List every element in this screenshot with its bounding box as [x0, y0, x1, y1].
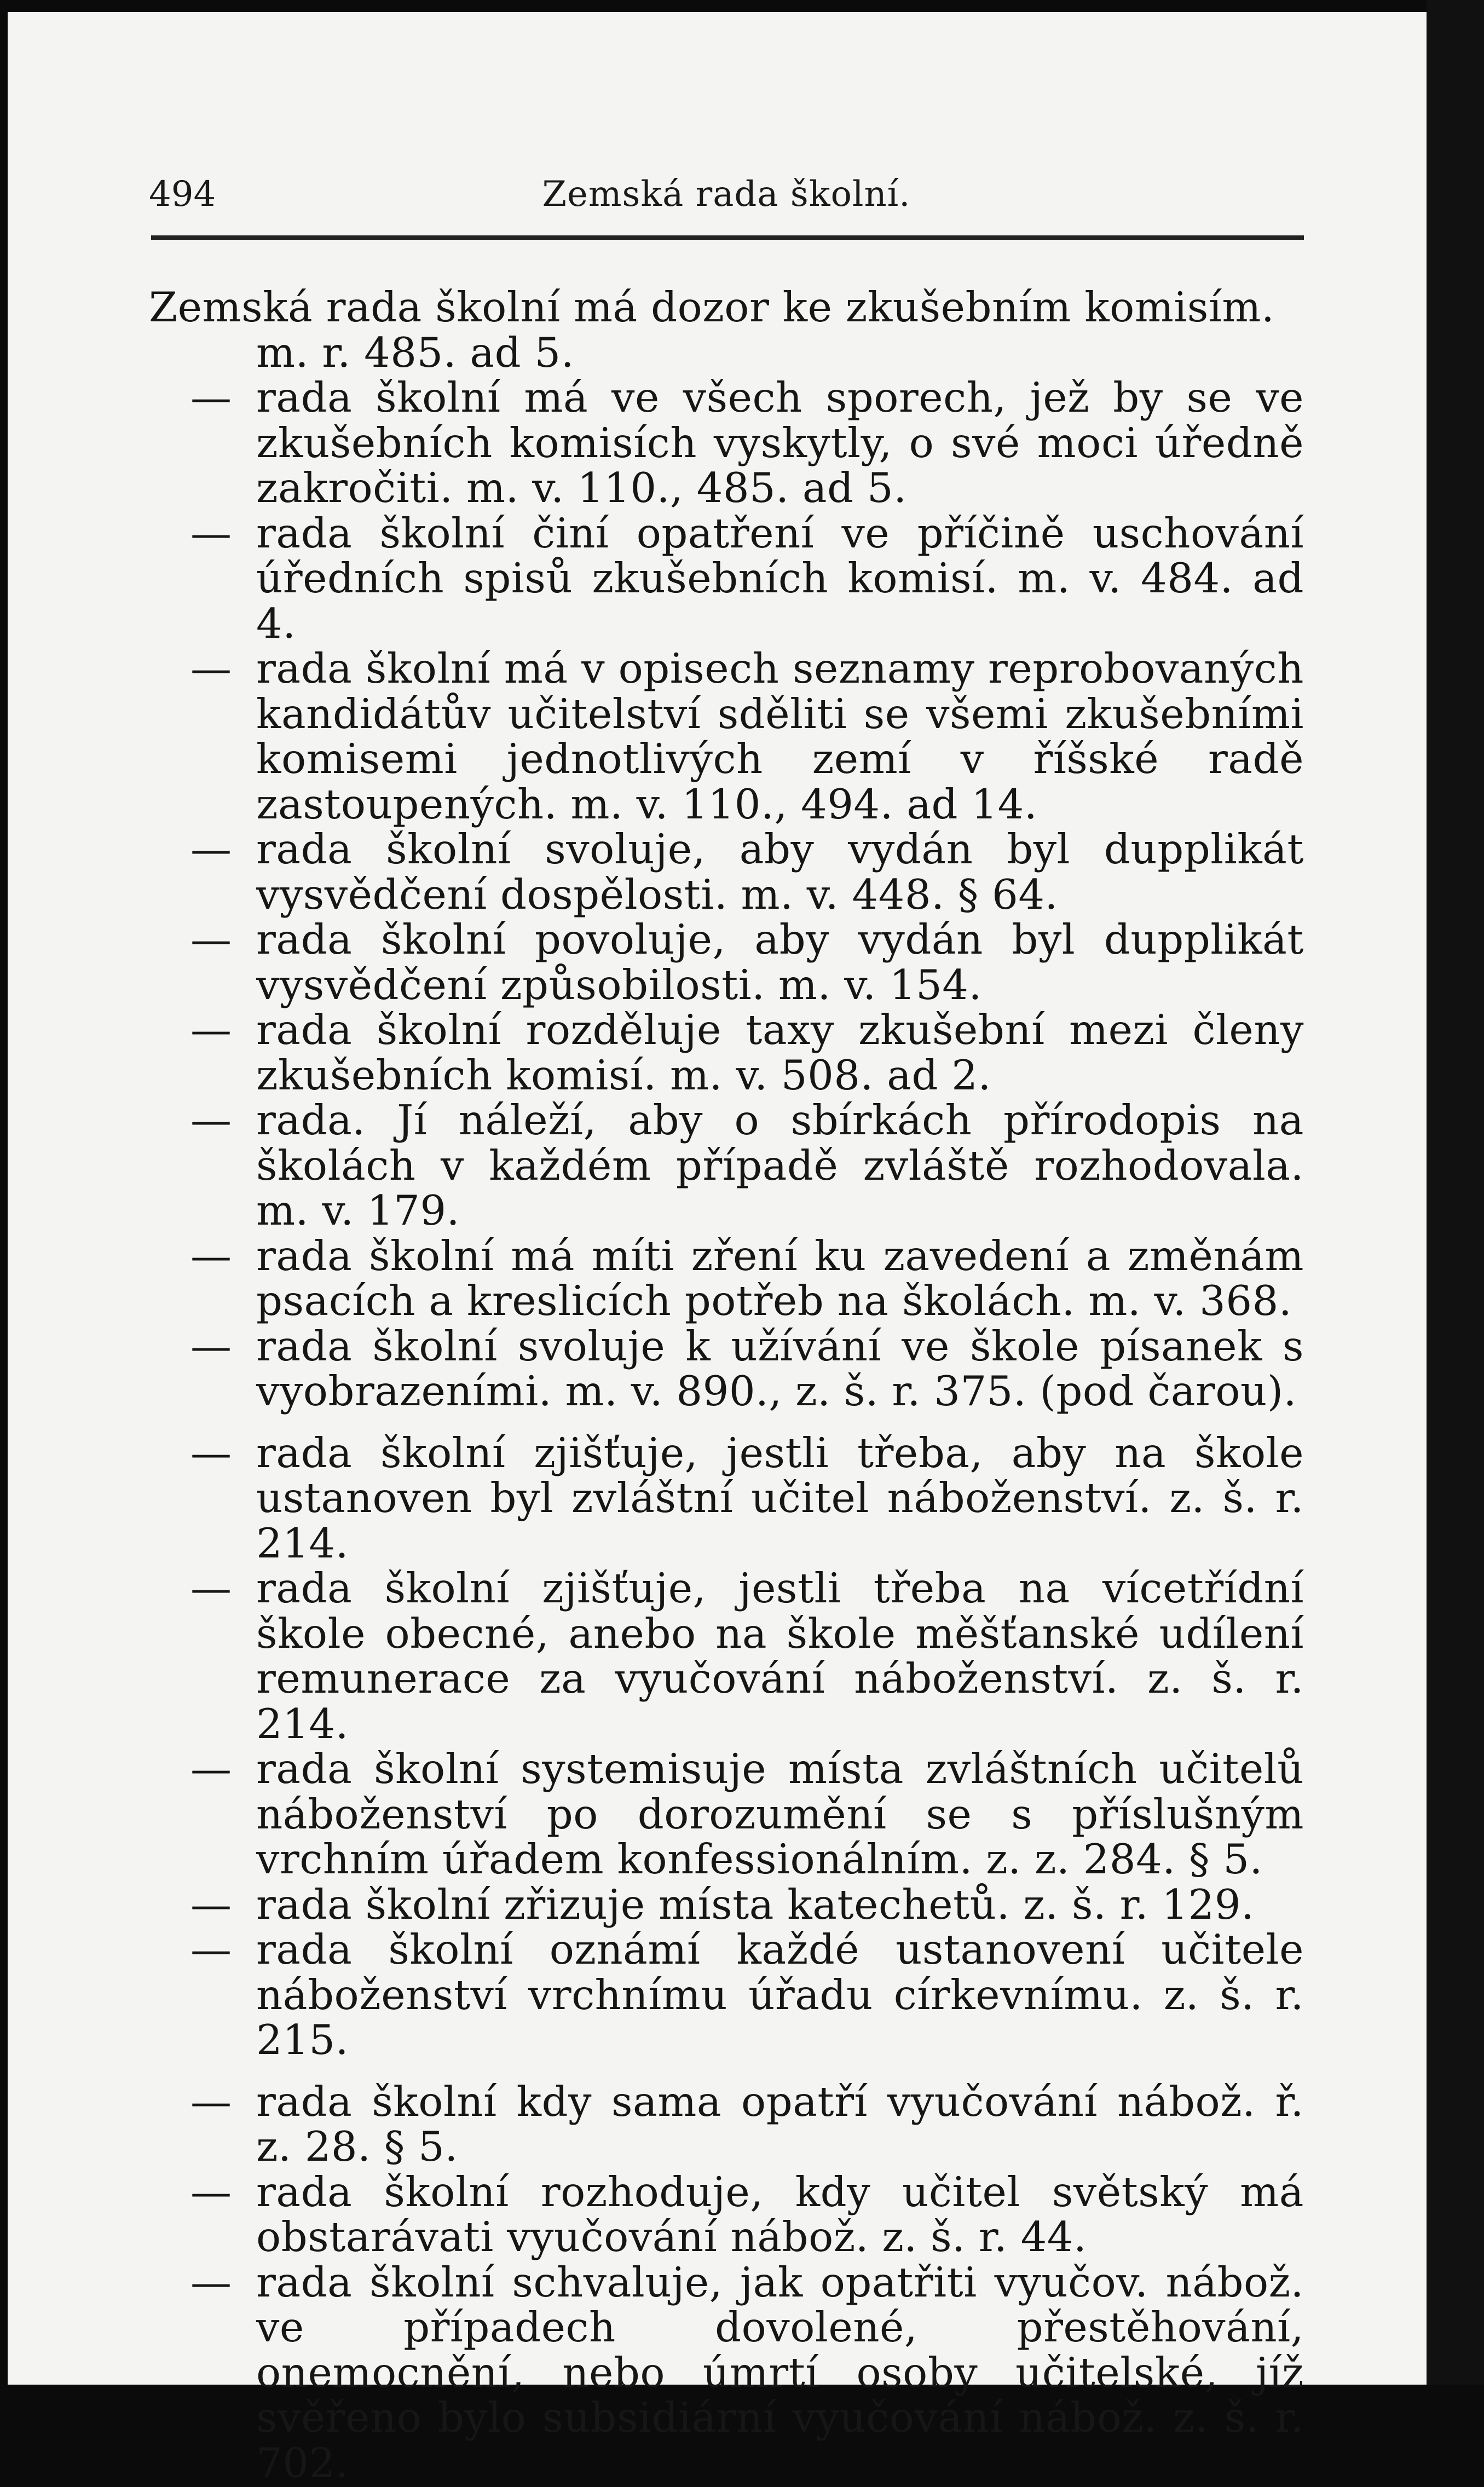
spacer: [149, 2063, 1304, 2079]
entry-text: rada školní rozhoduje, kdy učitel světský má obstarávati vyučování nábož. z. š. r. 44.: [256, 2167, 1304, 2261]
entry-dash: —: [190, 1564, 232, 1612]
entry-dash: —: [190, 915, 232, 963]
entry-dash: —: [190, 1322, 232, 1370]
entry-dash: —: [190, 373, 232, 422]
book-page: [8, 12, 1427, 2487]
entry-text: rada. Jí náleží, aby o sbírkách přírodopis na školách v každém případě zvláště rozhodovala. m. v. 179.: [256, 1096, 1304, 1234]
entry-text: Zemská rada školní má dozor ke zkušebním komisím.: [149, 283, 1275, 331]
entry-text: rada školní zjišťuje, jestli třeba na vícetřídní škole obecné, anebo na škole měšťanské udílení remunerace za vyučování náboženství. z. š. r. 214.: [256, 1564, 1304, 1748]
entry-dash: —: [190, 1428, 232, 1477]
entry-text: rada školní oznámí každé ustanovení učitele náboženství vrchnímu úřadu církevnímu. z. š. r. 215.: [256, 1925, 1304, 2064]
spacer: [149, 1414, 1304, 1430]
page-header: [149, 159, 1304, 230]
index-entry: [149, 375, 1304, 511]
index-entries: [149, 285, 1304, 2485]
entry-text: rada školní činí opatření ve příčině uschování úředních spisů zkušebních komisí. m. v. 484. ad 4.: [256, 509, 1304, 648]
index-entry: [149, 2260, 1304, 2486]
entry-text: rada školní zjišťuje, jestli třeba, aby na škole ustanoven byl zvláštní učitel náboženství. z. š. r. 214.: [256, 1428, 1304, 1567]
entry-dash: —: [190, 1880, 232, 1929]
entry-dash: —: [190, 825, 232, 873]
entry-dash: —: [190, 1925, 232, 1974]
entry-text: rada školní má míti zření ku zavedení a změnám psacích a kreslicích potřeb na školách. m. v. 368.: [256, 1231, 1304, 1325]
entry-text: rada školní svoluje k užívání ve škole písanek s vyobrazeními. m. v. 890., z. š. r. 375. (pod čarou).: [256, 1322, 1304, 1415]
index-entry: [149, 827, 1304, 917]
index-entry: [149, 1098, 1304, 1233]
page-number: 494: [149, 174, 216, 215]
index-entry: [149, 917, 1304, 1007]
entry-text-continuation: m. r. 485. ad 5.: [256, 328, 575, 377]
entry-text: rada školní má ve všech sporech, jež by se ve zkušebních komisích vyskytly, o své moci úředně zakročiti. m. v. 110., 485. ad 5.: [256, 373, 1304, 512]
index-entry: [149, 1233, 1304, 1324]
entry-dash: —: [190, 1096, 232, 1144]
index-entry: [149, 1746, 1304, 1882]
entry-dash: —: [190, 2258, 232, 2306]
index-entry: [149, 1927, 1304, 2063]
entry-dash: —: [190, 1006, 232, 1054]
header-rule: [151, 235, 1304, 240]
entry-text: rada školní schvaluje, jak opatřiti vyučov. nábož. ve případech dovolené, přestěhování, onemocnění, nebo úmrtí osoby učitelské, jíž svěřeno bylo subsidiární vyučování nábož. z. š. r. 702.: [256, 2258, 1304, 2487]
entry-dash: —: [190, 2167, 232, 2216]
entry-text: rada školní zřizuje místa katechetů. z. š. r. 129.: [256, 1880, 1255, 1929]
entry-dash: —: [190, 509, 232, 557]
entry-text: rada školní povoluje, aby vydán byl dupplikát vysvědčení způsobilosti. m. v. 154.: [256, 915, 1304, 1009]
entry-text: rada školní svoluje, aby vydán byl dupplikát vysvědčení dospělosti. m. v. 448. § 64.: [256, 825, 1304, 919]
index-entry: [149, 1566, 1304, 1746]
entry-text: rada školní kdy sama opatří vyučování nábož. ř. z. 28. § 5.: [256, 2077, 1304, 2171]
entry-text: rada školní rozděluje taxy zkušební mezi členy zkušebních komisí. m. v. 508. ad 2.: [256, 1006, 1304, 1099]
index-entry: [149, 1882, 1304, 1928]
index-entry: [149, 2079, 1304, 2169]
index-entry: [149, 646, 1304, 827]
index-entry: [149, 285, 1304, 375]
running-title: Zemská rada školní.: [542, 174, 911, 215]
entry-text: rada školní má v opisech seznamy reprobovaných kandidátův učitelství sděliti se všemi zkušebními komisemi jednotlivých zemí v říšské radě zastoupených. m. v. 110., 494. ad 14.: [256, 644, 1304, 828]
entry-dash: —: [190, 2077, 232, 2126]
index-entry: [149, 2169, 1304, 2260]
scan-border: [1427, 0, 1484, 2385]
entry-dash: —: [190, 644, 232, 693]
index-entry: [149, 1430, 1304, 1566]
index-entry: [149, 511, 1304, 647]
index-entry: [149, 1324, 1304, 1414]
entry-dash: —: [190, 1231, 232, 1280]
index-entry: [149, 1007, 1304, 1098]
entry-text: rada školní systemisuje místa zvláštních učitelů náboženství po dorozumění se s příslušným vrchním úřadem konfessionálním. z. z. 284. § 5.: [256, 1745, 1304, 1883]
entry-dash: —: [190, 1745, 232, 1793]
